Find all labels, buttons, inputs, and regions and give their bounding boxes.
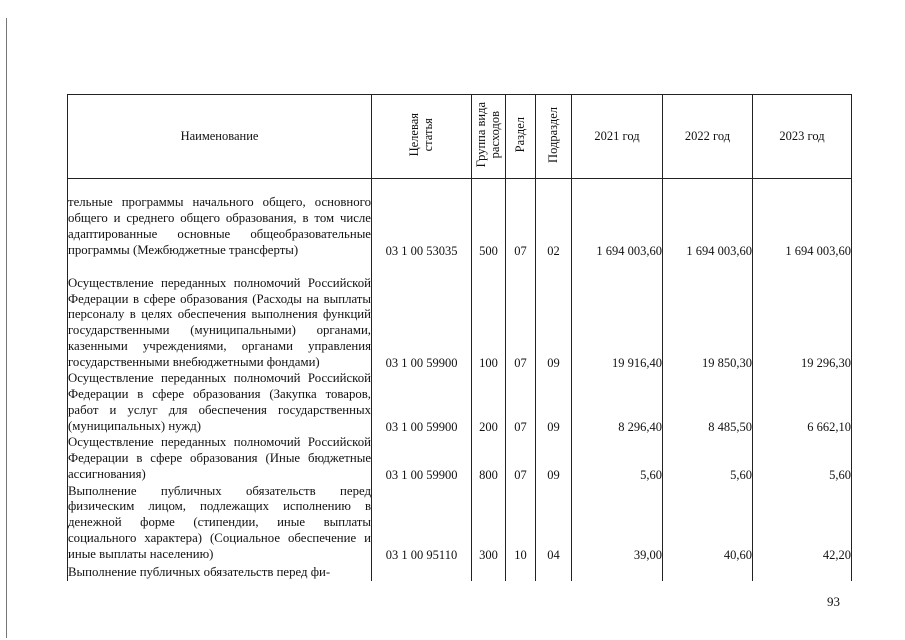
table-row <box>68 179 852 259</box>
table-row <box>68 563 852 581</box>
header-subsection-text: Подраздел <box>545 106 560 163</box>
row-name: Выполнение публичных обязательств перед фи- <box>68 563 372 581</box>
row-target: 03 1 00 59900 <box>372 435 472 483</box>
row-section <box>506 563 536 581</box>
row-2021 <box>572 563 663 581</box>
header-target <box>372 95 472 179</box>
table-row <box>68 371 852 435</box>
row-2021: 19 916,40 <box>572 259 663 371</box>
row-target: 03 1 00 95110 <box>372 483 472 563</box>
row-name: Выполнение публичных обязательств перед физическим лицом, подлежащих исполнению в денежной форме (стипендии, иные выплаты социального характера) (Социальное обеспечение и иные выплаты населению) <box>68 483 371 561</box>
row-section: 07 <box>506 179 536 259</box>
table-row <box>68 435 852 483</box>
row-2021: 8 296,40 <box>572 371 663 435</box>
row-group: 500 <box>472 179 506 259</box>
header-2023: 2023 год <box>753 95 852 179</box>
header-name: Наименование <box>68 95 372 179</box>
row-2023: 6 662,10 <box>753 371 852 435</box>
row-2021: 5,60 <box>572 435 663 483</box>
row-2022: 40,60 <box>663 483 753 563</box>
scan-edge-line <box>6 18 7 638</box>
header-target-text: Целевая статья <box>406 112 435 157</box>
row-2023: 1 694 003,60 <box>753 179 852 259</box>
row-2023: 19 296,30 <box>753 259 852 371</box>
table-row <box>68 259 852 371</box>
header-section <box>506 95 536 179</box>
row-2023: 42,20 <box>753 483 852 563</box>
header-2021: 2021 год <box>572 95 663 179</box>
header-section-text: Раздел <box>512 116 527 153</box>
row-target: 03 1 00 59900 <box>372 371 472 435</box>
header-2022: 2022 год <box>663 95 753 179</box>
row-group: 100 <box>472 259 506 371</box>
row-subsection: 02 <box>536 179 572 259</box>
row-2022 <box>663 563 753 581</box>
page-number: 93 <box>827 594 840 609</box>
row-2022: 5,60 <box>663 435 753 483</box>
row-section: 07 <box>506 371 536 435</box>
row-2022: 1 694 003,60 <box>663 179 753 259</box>
row-group: 300 <box>472 483 506 563</box>
budget-table <box>67 94 852 581</box>
header-group-text: Группа вида расходов <box>473 101 502 168</box>
row-name: тельные программы начального общего, основного общего и среднего общего образования, в том числе адаптированные основные общеобразовательные программы (Межбюджетные трансферты) <box>68 179 372 259</box>
row-2022: 19 850,30 <box>663 259 753 371</box>
row-name: Осуществление переданных полномочий Российской Федерации в сфере образования (Расходы на выплаты персоналу в целях обеспечения выполнения функций государственными (муниципальными) органами, казенными учреждениями, органами управления государственными внебюджетными фондами) <box>68 259 372 371</box>
row-subsection: 09 <box>536 259 572 371</box>
row-subsection <box>536 563 572 581</box>
row-subsection: 04 <box>536 483 572 563</box>
row-subsection: 09 <box>536 435 572 483</box>
row-target: 03 1 00 59900 <box>372 259 472 371</box>
row-group: 800 <box>472 435 506 483</box>
row-name: Осуществление переданных полномочий Российской Федерации в сфере образования (Закупка товаров, работ и услуг для обеспечения государственных (муниципальных) нужд) <box>68 371 371 433</box>
row-group <box>472 563 506 581</box>
row-target <box>372 563 472 581</box>
row-2021: 1 694 003,60 <box>572 179 663 259</box>
row-2023: 5,60 <box>753 435 852 483</box>
row-subsection: 09 <box>536 371 572 435</box>
row-section: 07 <box>506 259 536 371</box>
row-2021: 39,00 <box>572 483 663 563</box>
row-2022: 8 485,50 <box>663 371 753 435</box>
row-section: 07 <box>506 435 536 483</box>
row-group: 200 <box>472 371 506 435</box>
header-group <box>472 95 506 179</box>
table-row <box>68 483 852 563</box>
row-target: 03 1 00 53035 <box>372 179 472 259</box>
header-row <box>68 95 852 179</box>
header-subsection <box>536 95 572 179</box>
row-name: Осуществление переданных полномочий Российской Федерации в сфере образования (Иные бюджетные ассигнования) <box>68 435 371 481</box>
row-2023 <box>753 563 852 581</box>
row-section: 10 <box>506 483 536 563</box>
